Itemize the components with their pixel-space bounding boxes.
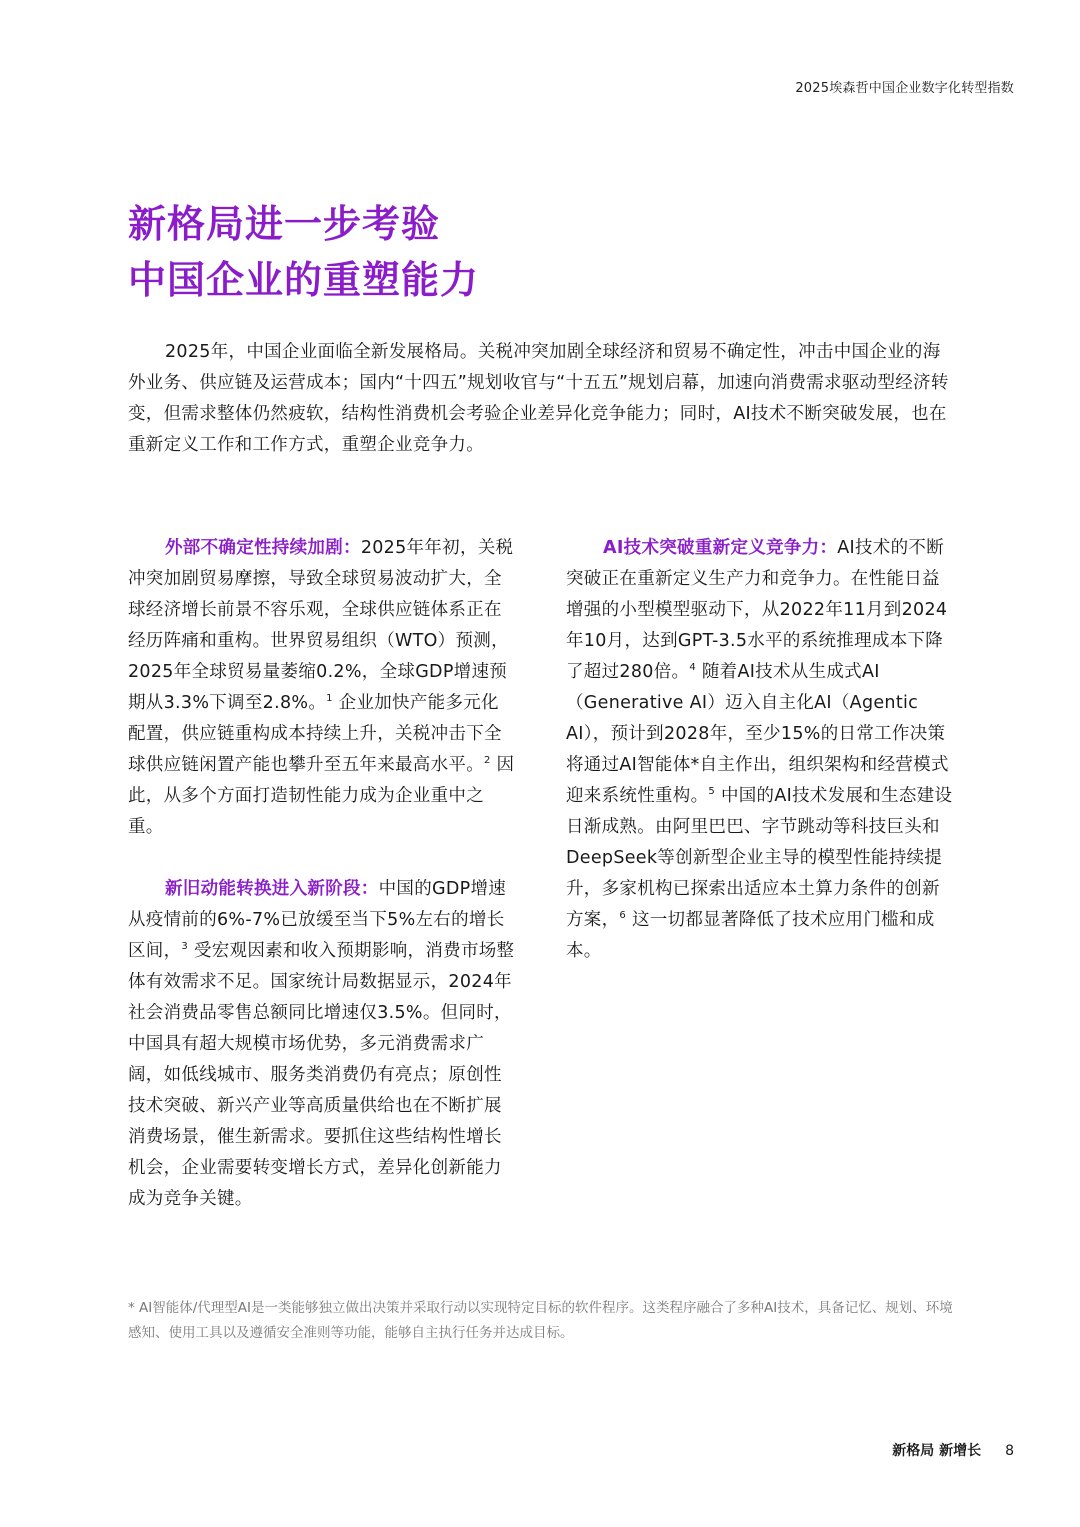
paragraph-text: 因此，从多个方面打造韧性能力成为企业重中之重。 [128, 755, 515, 837]
report-header: 2025埃森哲中国企业数字化转型指数 [795, 81, 1014, 96]
paragraph-lead: 外部不确定性持续加剧： [165, 538, 361, 558]
right-column [566, 533, 954, 998]
paragraph-lead: 新旧动能转换进入新阶段： [165, 879, 379, 899]
external-uncertainty-paragraph [128, 533, 516, 843]
page-title [128, 196, 479, 308]
footnote-ref: 6 [619, 910, 627, 922]
paragraph-text: 企业加快产能多元化配置，供应链重构成本持续上升，关税冲击下全球供应链闲置产能也攀升至五年来最高水平。 [128, 693, 502, 775]
paragraph-text: 受宏观因素和收入预期影响，消费市场整体有效需求不足。国家统计局数据显示，2024年社会消费品零售总额同比增速仅3.5%。但同时，中国具有超大规模市场优势，多元消费需求广阔，如低线城市、服务类消费仍有亮点；原创性技术突破、新兴产业等高质量供给也在不断扩展消费场景，催生新需求。要抓住这些结构性增长机会，企业需要转变增长方式，差异化创新能力成为竞争关键。 [128, 941, 515, 1209]
paragraph-text: 中国的AI技术发展和生态建设日渐成熟。由阿里巴巴、字节跳动等科技巨头和DeepSeek等创新型企业主导的模型性能持续提升，多家机构已探索出适应本土算力条件的创新方案， [566, 786, 953, 930]
paragraph-text: 这一切都显著降低了技术应用门槛和成本。 [566, 910, 935, 961]
footnote-ref: 2 [484, 755, 491, 767]
page-footer [892, 1440, 1014, 1460]
paragraph-text: AI技术的不断突破正在重新定义生产力和竞争力。在性能日益增强的小型模型驱动下，从2022年11月到2024年10月，达到GPT-3.5水平的系统推理成本下降了超过280倍。 [566, 538, 948, 682]
intro-paragraph: 2025年，中国企业面临全新发展格局。关税冲突加剧全球经济和贸易不确定性，冲击中国企业的海外业务、供应链及运营成本；国内“十四五”规划收官与“十五五”规划启幕，加速向消费需求驱动型经济转变，但需求整体仍然疲软，结构性消费机会考验企业差异化竞争能力；同时，AI技术不断突破发展，也在重新定义工作和工作方式，重塑企业竞争力。 [128, 342, 949, 455]
paragraph-text: 中国的GDP增速从疫情前的6%-7%已放缓至当下5%左右的增长区间， [128, 879, 507, 961]
title-line-1: 新格局进一步考验 [128, 202, 441, 246]
page-number: 8 [1005, 1443, 1014, 1459]
footer-section: 新格局 新增长 [892, 1443, 982, 1459]
footnote: * AI智能体/代理型AI是一类能够独立做出决策并采取行动以实现特定目标的软件程序。这类程序融合了多种AI技术，具备记忆、规划、环境感知、使用工具以及遵循安全准则等功能，能够自主执行任务并达成目标。 [128, 1300, 953, 1341]
paragraph-text: 2025年年初，关税冲突加剧贸易摩擦，导致全球贸易波动扩大，全球经济增长前景不容乐观，全球供应链体系正在经历阵痛和重构。世界贸易组织（WTO）预测，2025年全球贸易量萎缩0.2%，全球GDP增速预期从3.3%下调至2.8%。 [128, 538, 514, 713]
paragraph-lead: AI技术突破重新定义竞争力： [603, 538, 838, 558]
ai-competitiveness-paragraph [566, 533, 954, 967]
title-line-2: 中国企业的重塑能力 [128, 258, 480, 302]
footnote-ref: 1 [326, 693, 333, 705]
growth-driver-paragraph [128, 874, 516, 1215]
footnote-ref: 5 [708, 786, 716, 798]
footnote-ref: 3 [181, 941, 189, 953]
paragraph-text: 随着AI技术从生成式AI（Generative AI）迈入自主化AI（Agentic AI），预计到2028年，至少15%的日常工作决策将通过AI智能体*自主作出，组织架构和经营模式迎来系统性重构。 [566, 662, 949, 806]
footnote-ref: 4 [689, 662, 696, 674]
left-column [128, 533, 516, 1246]
